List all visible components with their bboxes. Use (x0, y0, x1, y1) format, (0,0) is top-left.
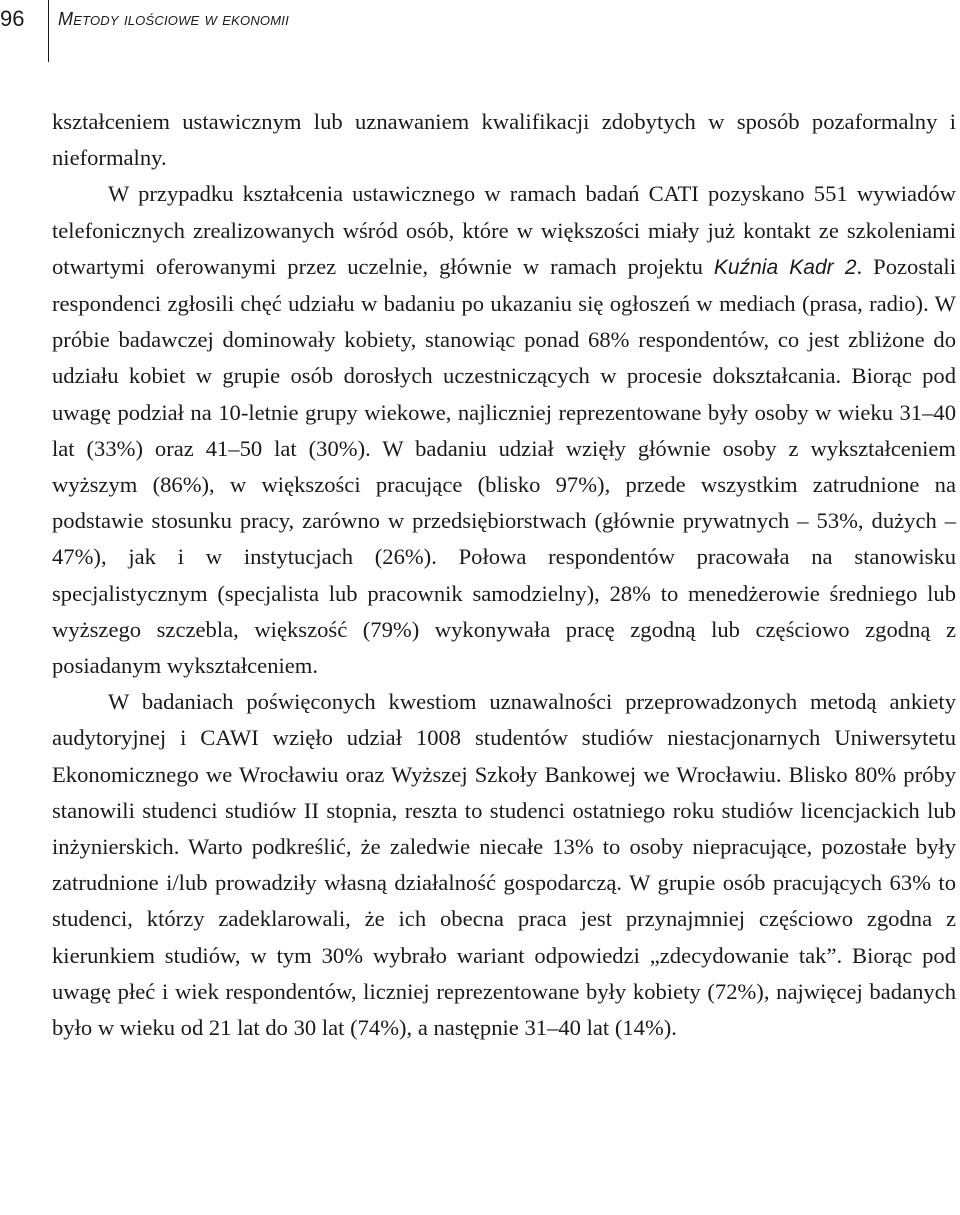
paragraph-recognition-study: W badaniach poświęconych kwestiom uznawalności przeprowadzonych metodą ankiety audytoryjnej i CAWI wzięło udział 1008 studentów studiów niestacjonarnych Uniwersytetu Ekonomicznego we Wrocławiu oraz Wyższej Szkoły Bankowej we Wrocławiu. Blisko 80% próby stanowili studenci studiów II stopnia, reszta to studenci ostatniego roku studiów licencjackich lub inżynierskich. Warto podkreślić, że zaledwie niecałe 13% to osoby niepracujące, pozostałe były zatrudnione i/lub prowadziły własną działalność gospodarczą. W grupie osób pracujących 63% to studenci, którzy zadeklarowali, że ich obecna praca jest przynajmniej częściowo zgodna z kierunkiem studiów, w tym 30% wybrało wariant odpowiedzi „zdecydowanie tak”. Biorąc pod uwagę płeć i wiek respondentów, liczniej reprezentowane były kobiety (72%), najwięcej badanych było w wieku od 21 lat do 30 lat (74%), a następnie 31–40 lat (14%). (52, 689, 956, 1041)
page-number: 96 (0, 6, 25, 31)
header-divider (48, 0, 49, 62)
paragraph-cati-text-start: W przypadku kształcenia ustawicznego w ramach badań CATI pozyskano 551 wywiadów telefonicznych zrealizowanych wśród osób, które w większości miały już kontakt ze szkoleniami otwartymi oferowanymi przez uczelnie, głównie w ramach projektu (52, 181, 956, 279)
page-header (0, 0, 960, 60)
paragraph-cati (52, 176, 956, 684)
paragraph-cati-text-end: . Pozostali respondenci zgłosili chęć udziału w badaniu po ukazaniu się ogłoszeń w mediach (prasa, radio). W próbie badawczej dominowały kobiety, stanowiąc ponad 68% respondentów, co jest zbliżone do udziału kobiet w grupie osób dorosłych uczestniczących w procesie dokształcania. Biorąc pod uwagę podział na 10-letnie grupy wiekowe, najliczniej reprezentowane były osoby w wieku 31–40 lat (33%) oraz 41–50 lat (30%). W badaniu udział wzięły głównie osoby z wykształceniem wyższym (86%), w większości pracujące (blisko 97%), przede wszystkim zatrudnione na podstawie stosunku pracy, zarówno w przedsiębiorstwach (głównie prywatnych – 53%, dużych – 47%), jak i w instytucjach (26%). Połowa respondentów pracowała na stanowisku specjalistycznym (specjalista lub pracownik samodzielny), 28% to menedżerowie średniego lub wyższego szczebla, większość (79%) wykonywała pracę zgodną lub częściowo zgodną z posiadanym wykształceniem. (52, 253, 956, 679)
paragraph-continuation: kształceniem ustawicznym lub uznawaniem kwalifikacji zdobytych w sposób pozaformalny i nieformalny. (52, 109, 956, 171)
project-name: Kuźnia Kadr 2 (713, 255, 857, 279)
running-title: Metody ilościowe w ekonomii (58, 9, 289, 29)
body-text (52, 104, 956, 1046)
